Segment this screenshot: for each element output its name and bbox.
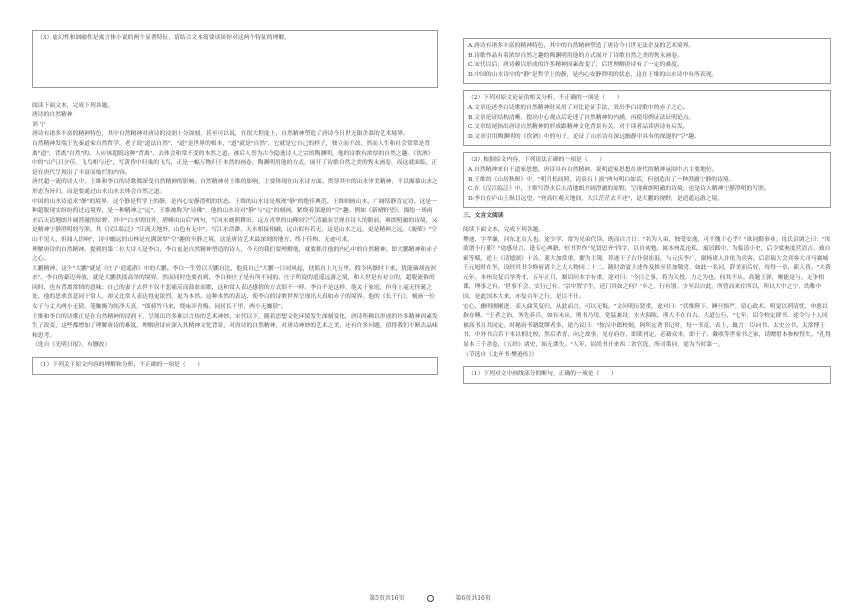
reading-instruction: 阅读下面文本，完成下列各题。 (463, 226, 545, 233)
article-paragraph: 唐代超一流的诗人中，王维和李白的诗歌都深受自然精神的影响。自然精神对王维的影响，主要体现在山水诗方面。贯穿其中的山水审美精神，不以描摹山水之形态为旨归，而是要通过山水山水去体会自然之道。 (32, 179, 438, 195)
left-column (32, 0, 438, 585)
left-page-number: 第5页共16页 (369, 595, 405, 602)
article-paragraph: 王维和李白的诗歌正是在自然精神的浸润下，呈现出许多难以言传的艺术神妙。宋代以下，随着思想文化环境发生深刻变化，唐诗所赖以形成的许多精神因素发生了改变，这些都增加了理解唐诗的难度。理解唐诗应深入其精神文化背景，对唐诗的自然精神，对唐诗神妙的艺术之美，还有许多问题，值得我们不断去品味和思考。 (32, 313, 438, 339)
question-1-text: （1）下列关于原文内容的理解和分析，不正确的一项是（ ） (37, 362, 204, 369)
question-1-text: （1）下列对文中画线部分的断句，正确的一项是（ ） (468, 371, 617, 378)
page-footer (0, 593, 860, 602)
binding-hole-icon (427, 595, 434, 602)
option-a: A.自然精神来自于道家思想，唐诗具有自然精神，说明道家思想在唐代的精神氛围中占主要地位。 (468, 166, 718, 173)
option-b: B.王维的《山居秋暝》中，"明月松间照，清泉石上流"两句明白如话，但创造出了一种澄澈宁静的诗境。 (468, 176, 735, 183)
question-1-box (32, 357, 438, 375)
reading-instruction: 阅读下面文本，完成下列各题。 (32, 102, 114, 109)
option-d: D.中国的山水诗中的"静"是哲学上的静，是内心安静澄明的状态，这在王维的山水诗中有所表现。 (468, 71, 718, 78)
article-title: 唐诗的自然精神 (32, 112, 73, 119)
option-c: C.文章结尾指出唐诗自然精神的形成跟精神文化背景有关，对于读者品读唐诗有启发。 (468, 124, 689, 131)
article-paragraph: 唐诗有诸多丰富的精神特色，其中自然精神对唐诗的浸润十分深刻，甚至可以说，在很大程度上，自然精神塑造了唐诗今日世无限企慕的艺术境界。 (32, 131, 409, 138)
option-d: D.文章引用陶渊明的《饮酒》中的句子，论证了山水诗在深远幽静中具有的深邃的"空"趣。 (468, 133, 700, 140)
section-heading: 三、文言文阅读 (463, 213, 504, 220)
question-3-text: （3）虚幻性和讽喻性是寓言体小说的两个显著特征，请结合文本简要谈谈你对这两个特征的理解。 (37, 35, 290, 41)
option-a: A.唐诗有诸多丰富的精神特色，其中的自然精神塑造了唐诗今日世无法企及的艺术境界。 (468, 43, 695, 49)
q1-options-box (463, 38, 831, 84)
article-paragraph: 大鹏精神，这个"大鹏"就是《庄子·逍遥游》中的大鹏。李白一生曾以大鹏自比，他说自己"大鹏一日同风起，扶摇直上九万里。假令风歇时下来，犹能簸却沧溟水"。李白的豪迈奔放，就是大鹏扶摇高举的境界。然而同时也要看到，李白和庄子是有所不同的。庄子所说的逍遥远游之境，和人世是有对立的，超脱流俗的同时，也有背离常情的意味；自己的妻子去世不仅不悲痛反而鼓盆而歌，这和常人表达感情的方式很不一样。李白不是这样，他关于家庭，但身上毫无怪诞之处，他的思欢喜悲同于常人，却又比常人表达得更浓烈，更为本然。这种本然的表达，使李白的诗歌世界呈现出天真如赤子的境界。他的《长干行》，刻画一位女子与丈夫两小无猜，笔触极为纯净天真，"郎骑竹马来，绕床弄青梅。同居长干里，两小无嫌猜"。 (32, 265, 437, 311)
right-page-number: 第6页共16页 (455, 595, 491, 602)
article-paragraph: 理解唐诗的自然精神，提到的第二位大诗人是李白，李白更是自然精神塑造的诗人，今天的我们要理解他，就要抓住他的内心中的自然精神。即大鹏精神和赤子之心。 (32, 246, 438, 263)
option-b: B.诗歌作品有着浓厚自然之趣的陶渊明用他的方式展开了诗歌自然之美的隽永画卷。 (468, 52, 683, 59)
article-paragraph: 中国的山水诗追求"静"的境界，这个静是哲学上的静，是内心安静澄明的状态。王维的山水诗是规现"静"的绝佳典范。王维则画山水，广阔恬静肯定诗。这是一种超脱现实纷纷的过远境界，是一种精神之"远"。王维被称为"诗佛"，他的山水诗对"静"与"远"的刻画，紧绕着深邃的"空"趣。例如《新晴野望》，描绘一场雨水后天清地朗开阔澄澈的原野，其中"白水明田外，碧峰出山后"两句，写河水映照耕田，远方青翠的山峰因空气清澈而呈现在诗人的眼前，爽朗明澈的诗境，又是精神宁静澄明的写照。其《汉江临泛》"江流天地外，山色有无中"，写江水浩渺，天水相接相融，远山似有若无，这是山水之远，更是精神之远。《鹿柴》"空山不见人，但闻人语响"，诗中幽远的山林是充满深厚"空"趣的至静之境，这是唐诗艺术最深刻的地方，终于佳构，无迹可求。 (32, 198, 438, 243)
option-c: C.在《汉江临泛》中，王维写澄水后天清地朗开阔澄澈的原野，呈现爽朗明澈的诗境，也是诗人精神宁静澄明的写照。 (468, 186, 770, 193)
article-author: 刘 宁 (32, 121, 46, 128)
question-3-box (463, 152, 831, 208)
right-column (463, 0, 831, 585)
article-paragraph: 自然精神发端于先秦道家自然哲学，老子说"道法自然"，"道"是世界的根本，"道"就是"自然"，它就是它自己的样子，独立而不改。然而人生和社会常常是背离"道"，背离"自然"的。人应该超脱这种"背离"，去体会和常不变的本然之道。被后人誉为古今隐逸诗人之宗的陶渊明，他的诗歌有浓厚的自然之趣。《饮酒》中的"山气日夕佳，飞鸟相与还"，写黄昏中归巢的飞鸟，正是一幅万物归于本然的画卷。陶渊明用他的方式，展开了诗歌自然之美的隽永画卷，而这就面临，正是在唐代呈现出了丰富而灿烂的内容。 (32, 140, 438, 176)
classical-passage-2: 宏心，幽明刚刚进，表人曲笑复归，从此而言，可以无悔。"文问明历贤重，途对曰："伏惟陛下，睡旦惧严，留心政术，明觉以刑清忧，申恩以指存睡。"王者之治，务先养兵，如有未从，刑书乃用，宽猛兼设，水火俱陈，刑大不在自古。大道公行，"七年，诏令校定群书，途令与十人同被高书且共同定。时秘府书籍纰缪者多，途乃议曰："按汉中郎校刻，阿所定著书记时，每一书竟，表上，辄言：臣向书、太史公书、太常博士书，中外书合若干本以相比校，然后杀青，向之故事，见存府存，即欲刊定，必藉众本，即于子、戴收等世家书之家，请赠借本参校得失。"孔得显本三千余卷，《五经》诸史，始无谬失。"人年，诏尚书开来西二省官选，所司策问，途为当时第一。 (463, 303, 831, 349)
option-a: A.文章论述李白诗歌的自然精神时采用了对比论证手法，突出李白诗歌中的赤子之心。 (468, 104, 689, 111)
classical-passage: 樊迪，字孝谦，河东北贡人也。途少学，常为兄弟代读。既而自言曰："名为人弟，独受安逸，可不愧于心乎？"欲同勤事业。母氏哀调之曰："汝欲谱小行耶？"途感母言，逢专心典籍，恒书世作"见贤思齐"四字，以自劝勉。属本州乱论私，寓居邺中，为临清小史，后令梁奥度营清吉，致自索等赋，逆上《清德颂》十首。萧大加赏重，擢为主簿，荐遂于子右仆射崔混，与元庆李广，谢杨诸人并依为宾客。后彭瑞大会宾客大司马襄城王元旭时在坐，设经其书令修府诸主之大人物同二十二，随时命宴主述作及推至甚加敬喜，如此一名词，辞美而后好，每得一章，新人皆。"夫我元年，本州岛复召举秀才，五年正月，制诏问本字有重，途对曰：'今日之事，将为天授，力之为也，何其不从。高题王弹，喉能是与。无争相谍，理事之有。'世事不会，实行已有。'宗中置宇生，还门其如之何？'卒之，行有别。少至以自此，所曾而来往所以，所以大中之宁，幼稚中国，是此国本大来，亦复百年之行，是以不仕。 (463, 236, 831, 301)
classical-question-1-box (463, 366, 831, 384)
option-b: B.文章论证结构清晰，提出中心观点后论述了自然精神的内涵，再使用例证法证明论点。 (468, 114, 695, 121)
option-c: C.宋代以后，唐诗赖以形成的许多精神因素改变了，后世理解唐诗有了一定的难度。 (468, 62, 683, 69)
article-source: （选自《光明日报》，有删改） (32, 342, 111, 349)
passage-source: （节选自《北齐书·樊逊传》） (463, 351, 538, 358)
question-2-box (463, 90, 831, 146)
question-3-box (32, 30, 438, 88)
question-3-text: （3）根据原文内容，下列说法正确的一项是（ ） (468, 157, 606, 164)
question-2-text: （2）下列对原文论证的相关分析，不正确的一项是（ ） (468, 95, 623, 102)
option-d: D.李白在庐山上纵目远望，"登高壮观天地间，大江茫茫去不还"，是大鹏的视野，是逍遥远游之境。 (468, 195, 724, 202)
